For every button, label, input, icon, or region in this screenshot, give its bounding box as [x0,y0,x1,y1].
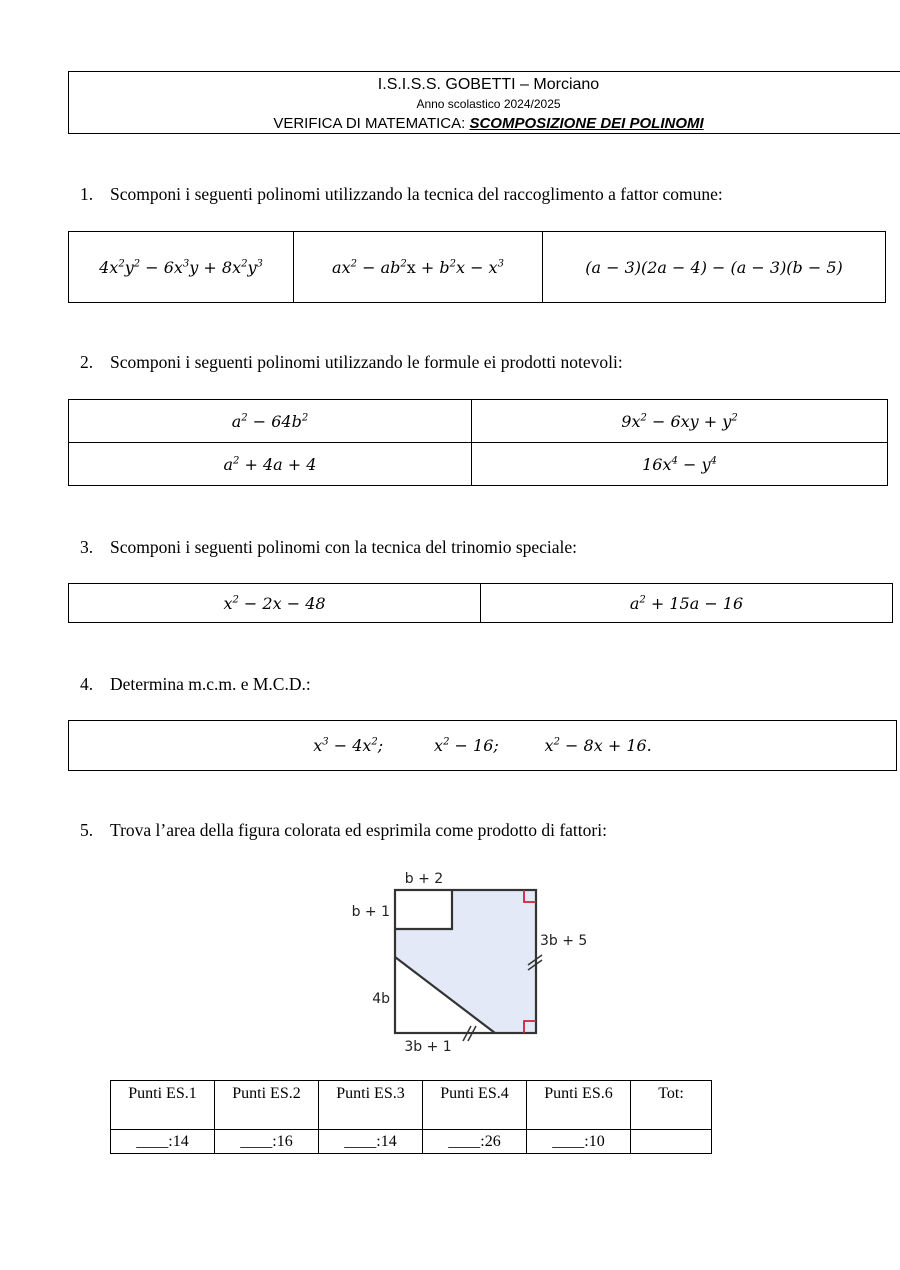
document-header [68,71,900,134]
expression-cell: $x^2 - 2x - 48$ [69,584,481,623]
score-max: :10 [584,1132,605,1150]
score-blank: ____ [136,1132,169,1150]
score-max: :14 [376,1132,397,1150]
exercise-3-table [68,583,893,623]
score-cell[interactable] [423,1130,527,1154]
school-year: Anno scolastico 2024/2025 [416,97,561,111]
exercise-number: 1. [80,184,94,204]
school-name: I.S.I.S.S. GOBETTI – Morciano [377,76,600,93]
label-bottom: 3b + 1 [404,1039,452,1055]
exercise-3-title [80,537,577,558]
score-header: Punti ES.1 [111,1081,215,1130]
score-header: Punti ES.3 [319,1081,423,1130]
label-top: b + 2 [404,871,444,887]
score-blank: ____ [344,1132,377,1150]
exercise-text: Scomponi i seguenti polinomi utilizzando le formule ei prodotti notevoli: [110,352,623,372]
test-title-prefix: VERIFICA DI MATEMATICA: [273,115,470,132]
score-cell[interactable] [111,1130,215,1154]
test-topic: SCOMPOSIZIONE DEI POLINOMI [469,115,704,132]
exercise-1-title [80,184,723,205]
score-max: :16 [272,1132,293,1150]
score-table [110,1080,712,1154]
exercise-text: Trova l’area della figura colorata ed esprimila come prodotto di fattori: [110,820,607,840]
test-title [69,115,900,132]
exercise-number: 2. [80,352,94,372]
label-right: 3b + 5 [540,933,588,949]
expression-cell: $a^2 - 64b^2$ [69,400,472,443]
expression-cell: $x^3 - 4x^2$; $x^2 - 16$; $x^2 - 8x + 16$. [69,721,897,771]
expression-cell: (a − 3)(2a − 4) − (a − 3)(b − 5) [543,232,886,303]
label-left: 4b [372,991,390,1007]
expression-cell: $a^2 + 4a + 4$ [69,443,472,486]
score-cell[interactable] [319,1130,423,1154]
score-cell[interactable] [215,1130,319,1154]
exercise-2-table [68,399,888,486]
geometry-figure [340,862,610,1062]
score-header: Punti ES.2 [215,1081,319,1130]
score-cell[interactable] [527,1130,631,1154]
expression-cell: $ax^2 - ab^2x + b^2x - x^3$ [294,232,543,303]
score-max: :26 [480,1132,501,1150]
score-blank: ____ [240,1132,273,1150]
expression-cell: $9x^2 - 6xy + y^2$ [472,400,888,443]
exercise-number: 3. [80,537,94,557]
score-header: Tot: [631,1081,712,1130]
exercise-4-title [80,674,311,695]
exercise-text: Scomponi i seguenti polinomi utilizzando la tecnica del raccoglimento a fattor comune: [110,184,723,204]
score-total-cell[interactable] [631,1130,712,1154]
exercise-number: 5. [80,820,94,840]
exercise-text: Scomponi i seguenti polinomi con la tecnica del trinomio speciale: [110,537,578,557]
exercise-number: 4. [80,674,94,694]
score-header: Punti ES.4 [423,1081,527,1130]
score-blank: ____ [448,1132,481,1150]
exercise-1-table [68,231,886,303]
exercise-4-table [68,720,897,771]
expression-cell: $4x^2y^2 - 6x^3y + 8x^2y^3$ [69,232,294,303]
exercise-5-title [80,820,607,841]
score-header: Punti ES.6 [527,1081,631,1130]
score-max: :14 [168,1132,189,1150]
expression-cell: $16x^4 - y^4$ [472,443,888,486]
exercise-text: Determina m.c.m. e M.C.D.: [110,674,311,694]
score-blank: ____ [552,1132,585,1150]
exercise-2-title [80,352,623,373]
small-rectangle [395,890,452,929]
label-left-top: b + 1 [351,904,390,920]
expression-cell: $a^2 + 15a - 16$ [481,584,893,623]
